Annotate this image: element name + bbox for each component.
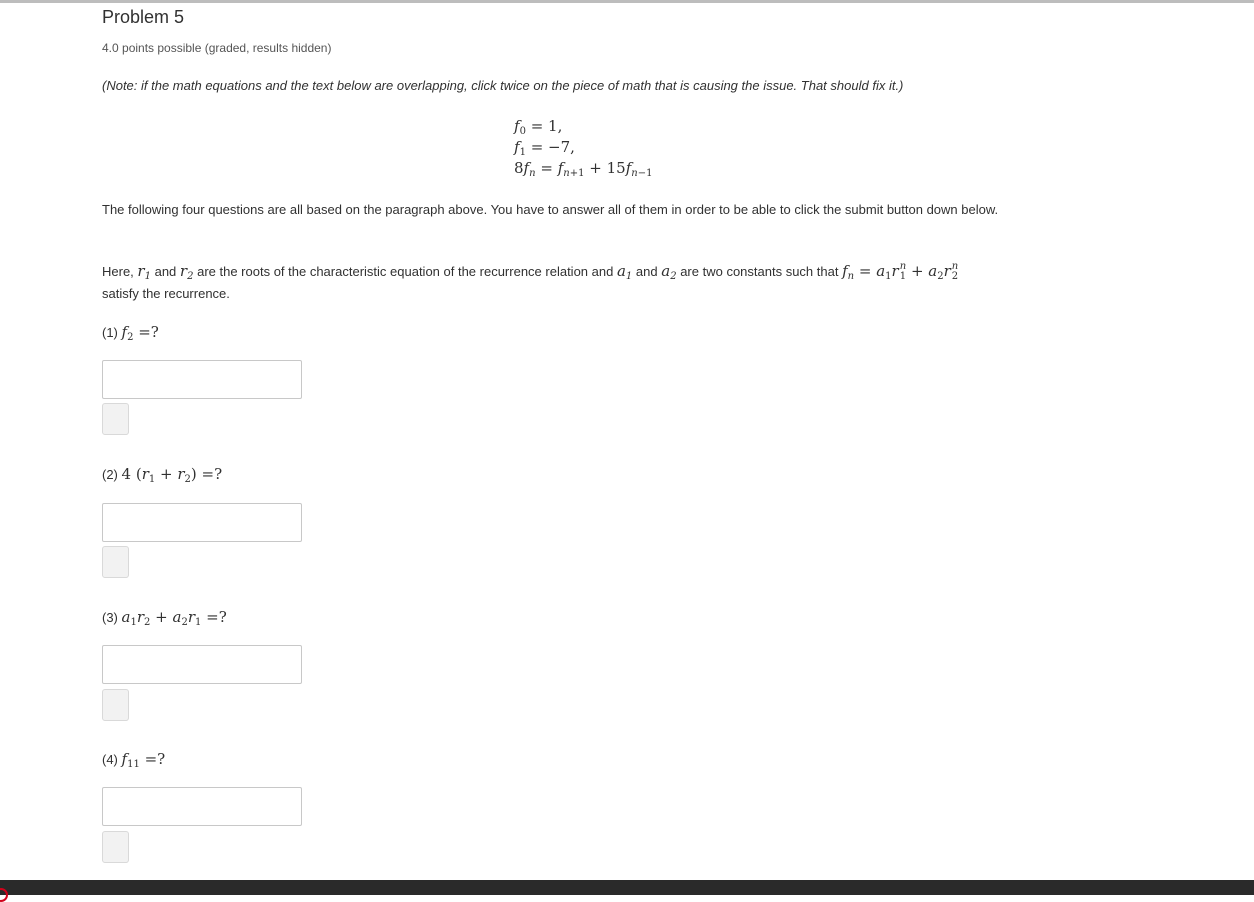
question-1-expr: $f_2$ =? <box>121 323 159 343</box>
constants-text: are two constants such that <box>680 264 839 279</box>
equation-recurrence: $8f_n = f_{n+1} + 15f_{n-1}$ <box>514 159 653 179</box>
answer-status-3 <box>102 689 129 721</box>
answer-input-3[interactable] <box>102 645 302 684</box>
question-3-label: (3) <box>102 610 118 625</box>
equation-f1: $f_1 = -7$, <box>514 138 575 158</box>
problem-title: Problem 5 <box>102 7 185 27</box>
question-1-label: (1) <box>102 325 118 340</box>
equation-f0: $f_0 = 1$, <box>514 117 563 137</box>
math-a2: $a_2$ <box>661 262 677 282</box>
top-border <box>0 0 1254 3</box>
question-4 <box>102 750 165 768</box>
record-icon[interactable] <box>0 888 8 902</box>
definition-paragraph <box>102 260 1062 305</box>
satisfy-text: satisfy the recurrence. <box>102 286 230 301</box>
and-text-2: and <box>635 264 658 279</box>
answer-input-4[interactable] <box>102 787 302 826</box>
question-3-suffix: =? <box>206 608 227 626</box>
recurrence-equations <box>514 116 652 179</box>
and-text-1: and <box>154 264 177 279</box>
answer-input-1[interactable] <box>102 360 302 399</box>
math-closed-form: $f_n = a_1r$ n 1 + $a_2r$ n 2 <box>842 261 959 282</box>
intro-paragraph: The following four questions are all based on the paragraph above. You have to answer all of them in order to be able to click the submit button down below. <box>102 202 999 217</box>
question-2-suffix: =? <box>201 465 223 483</box>
equation-f1-rhs: = −7, <box>530 138 575 156</box>
math-a1: $a_1$ <box>616 262 633 282</box>
question-4-suffix: =? <box>144 750 166 768</box>
math-note: (Note: if the math equations and the text below are overlapping, click twice on the piece of math that is causing the issue. That should fix it.) <box>102 78 904 93</box>
points-info: 4.0 points possible (graded, results hidden) <box>102 41 332 55</box>
question-4-expr: $f_{11}$ =? <box>121 750 166 770</box>
question-2 <box>102 465 222 483</box>
equation-equals: = <box>540 159 553 177</box>
question-3 <box>102 608 227 626</box>
question-1 <box>102 323 159 341</box>
roots-text: are the roots of the characteristic equation of the recurrence relation and <box>197 264 614 279</box>
question-2-expr: 4 $(r_1 + r_2)$ =? <box>121 465 223 485</box>
question-1-suffix: =? <box>138 323 159 341</box>
bottom-bar <box>0 880 1254 895</box>
answer-status-4 <box>102 831 129 863</box>
equation-coef: 8 <box>514 159 524 177</box>
here-text: Here, <box>102 264 134 279</box>
question-3-expr: $a_1r_2 + a_2r_1$ =? <box>121 608 227 628</box>
question-2-label: (2) <box>102 467 118 482</box>
equation-f0-rhs: = 1, <box>530 117 563 135</box>
equation-plus: + 15 <box>589 159 626 177</box>
answer-status-1 <box>102 403 129 435</box>
question-4-label: (4) <box>102 752 118 767</box>
answer-input-2[interactable] <box>102 503 302 542</box>
math-r2: $r_2$ <box>179 262 194 282</box>
answer-status-2 <box>102 546 129 578</box>
math-r1: $r_1$ <box>137 262 151 282</box>
